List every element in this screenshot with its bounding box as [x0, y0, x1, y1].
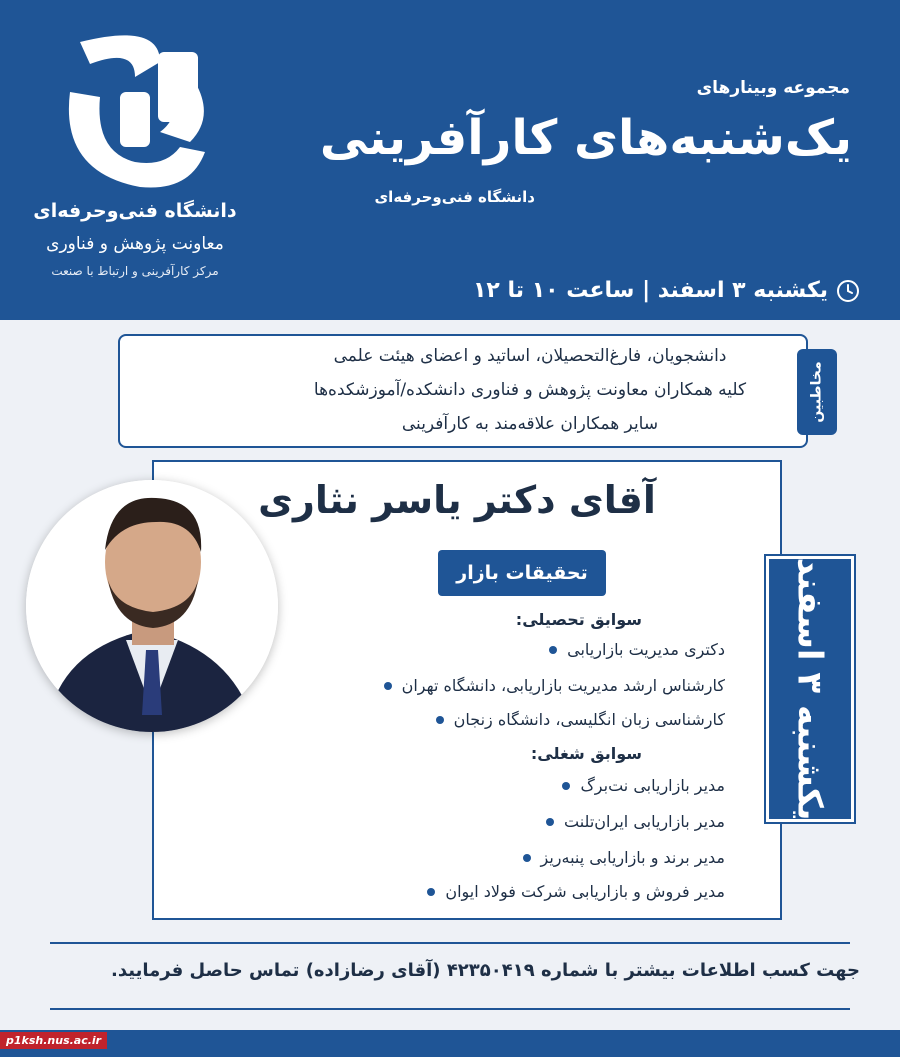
deputy-name: معاونت پژوهش و فناوری [46, 234, 224, 254]
audience-line: دانشجویان، فارغ‌التحصیلان، اساتید و اعضای هیئت علمی [333, 346, 727, 366]
list-item: کارشناسی زبان انگلیسی، دانشگاه زنجان [436, 710, 725, 729]
series-university: دانشگاه فنی‌وحرفه‌ای [374, 188, 535, 206]
bullet-icon [384, 682, 392, 690]
speaker-photo [26, 480, 278, 732]
list-item: مدیر بازاریابی ایران‌تلنت [546, 812, 725, 831]
audience-line: سایر همکاران علاقه‌مند به کارآفرینی [401, 414, 659, 434]
list-item: دکتری مدیریت بازاریابی [549, 640, 725, 659]
university-logo [40, 22, 250, 212]
audience-line: کلیه همکاران معاونت پژوهش و فناوری دانشکده/آموزشکده‌ها [313, 380, 747, 400]
list-item: مدیر فروش و بازاریابی شرکت فولاد ایوان [427, 882, 725, 901]
education-heading: سوابق تحصیلی: [515, 610, 642, 629]
speaker-name: آقای دکتر یاسر نثاری [258, 478, 656, 522]
list-item: مدیر برند و بازاریابی پنبه‌ریز [523, 848, 726, 867]
event-date-text: یکشنبه ۳ اسفند | ساعت ۱۰ تا ۱۲ [473, 278, 828, 303]
date-tab-text: یکشنبه ۳ اسفند [790, 557, 831, 821]
contact-text: جهت کسب اطلاعات بیشتر با شماره ۴۲۳۵۰۴۱۹ (آقای رضازاده) تماس حاصل فرمایید. [111, 960, 860, 981]
footer-bar [0, 1030, 900, 1057]
list-item: کارشناس ارشد مدیریت بازاریابی، دانشگاه تهران [384, 676, 725, 695]
audience-label: مخاطبین [809, 361, 826, 423]
bullet-icon [436, 716, 444, 724]
bullet-icon [427, 888, 435, 896]
career-heading: سوابق شغلی: [530, 744, 642, 763]
series-subtitle: مجموعه وبینارهای [696, 78, 850, 98]
audience-label-tab [797, 349, 837, 435]
list-item: مدیر بازاریابی نت‌برگ [562, 776, 725, 795]
event-date-time [473, 278, 860, 303]
topic-badge: تحقیقات بازار [438, 550, 606, 596]
bullet-icon [549, 646, 557, 654]
bullet-icon [523, 854, 531, 862]
bullet-icon [562, 782, 570, 790]
university-name: دانشگاه فنی‌وحرفه‌ای [33, 200, 237, 222]
series-title: یک‌شنبه‌های کارآفرینی [319, 110, 852, 166]
date-tab [766, 556, 854, 822]
center-name: مرکز کارآفرینی و ارتباط با صنعت [51, 264, 219, 278]
clock-icon [836, 279, 860, 303]
bullet-icon [546, 818, 554, 826]
footer-site-link[interactable]: p1ksh.nus.ac.ir [0, 1032, 107, 1049]
